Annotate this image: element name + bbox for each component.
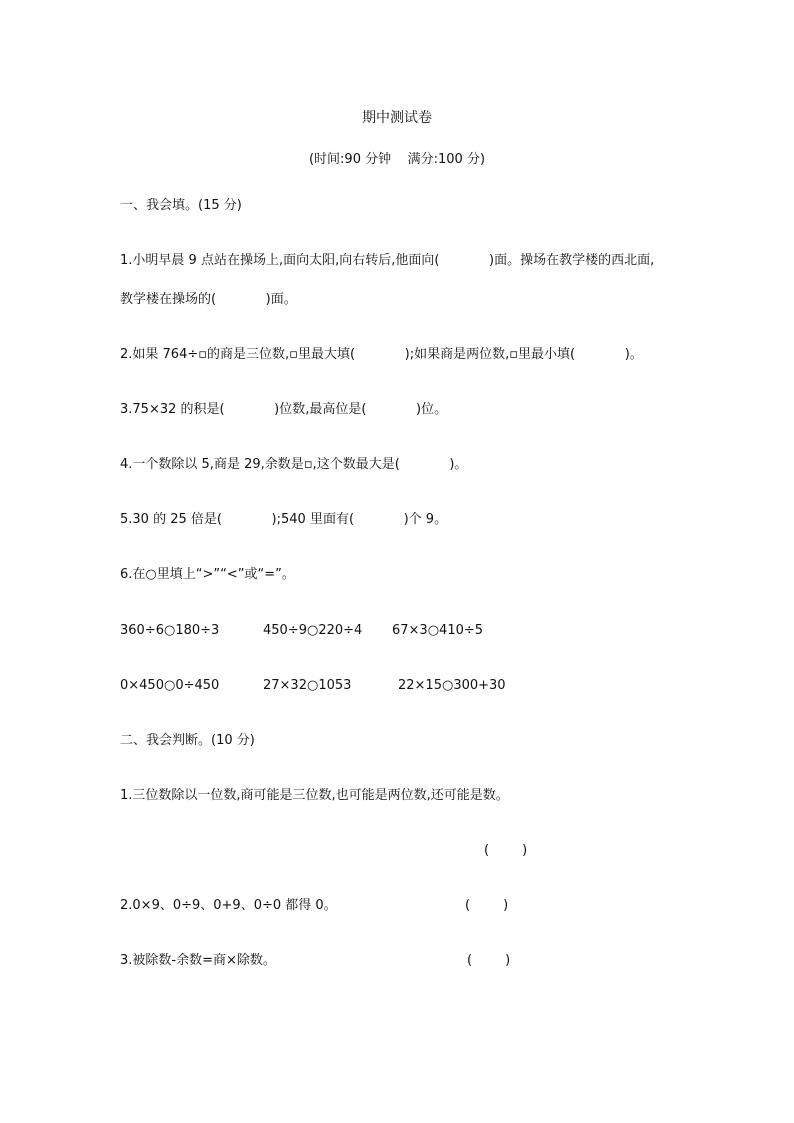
section-2-heading: 二、我会判断。(10 分) bbox=[120, 733, 255, 748]
question-1-1-line-2: 教学楼在操场的( )面。 bbox=[120, 292, 297, 307]
question-1-5: 5.30 的 25 倍是( );540 里面有( )个 9。 bbox=[120, 512, 448, 527]
question-1-6: 6.在○里填上“>”“<”或“=”。 bbox=[120, 567, 295, 582]
question-1-4: 4.一个数除以 5,商是 29,余数是▫,这个数最大是( )。 bbox=[120, 457, 468, 472]
compare-item: 22×15○300+30 bbox=[398, 678, 506, 693]
compare-item: 360÷6○180÷3 bbox=[120, 623, 220, 638]
question-2-2: 2.0×9、0÷9、0+9、0÷0 都得 0。 bbox=[120, 898, 337, 913]
compare-item: 450÷9○220÷4 bbox=[263, 623, 363, 638]
compare-item: 27×32○1053 bbox=[263, 678, 352, 693]
question-1-3: 3.75×32 的积是( )位数,最高位是( )位。 bbox=[120, 402, 448, 417]
answer-paren: ( ) bbox=[484, 843, 528, 858]
compare-item: 0×450○0÷450 bbox=[120, 678, 220, 693]
question-1-1-line-1: 1.小明早晨 9 点站在操场上,面向太阳,向右转后,他面向( )面。操场在教学楼的西北面, bbox=[120, 253, 655, 268]
section-1-heading: 一、我会填。(15 分) bbox=[120, 198, 242, 213]
page-title: 期中测试卷 bbox=[362, 110, 432, 126]
answer-paren: ( ) bbox=[467, 953, 511, 968]
answer-paren: ( ) bbox=[465, 898, 509, 913]
question-1-2: 2.如果 764÷▫的商是三位数,▫里最大填( );如果商是两位数,▫里最小填( )。 bbox=[120, 347, 643, 362]
question-2-1: 1.三位数除以一位数,商可能是三位数,也可能是两位数,还可能是数。 bbox=[120, 788, 509, 803]
page-subtitle: (时间:90 分钟 满分:100 分) bbox=[308, 152, 486, 167]
question-2-3: 3.被除数-余数=商×除数。 bbox=[120, 953, 276, 968]
compare-item: 67×3○410÷5 bbox=[392, 623, 484, 638]
